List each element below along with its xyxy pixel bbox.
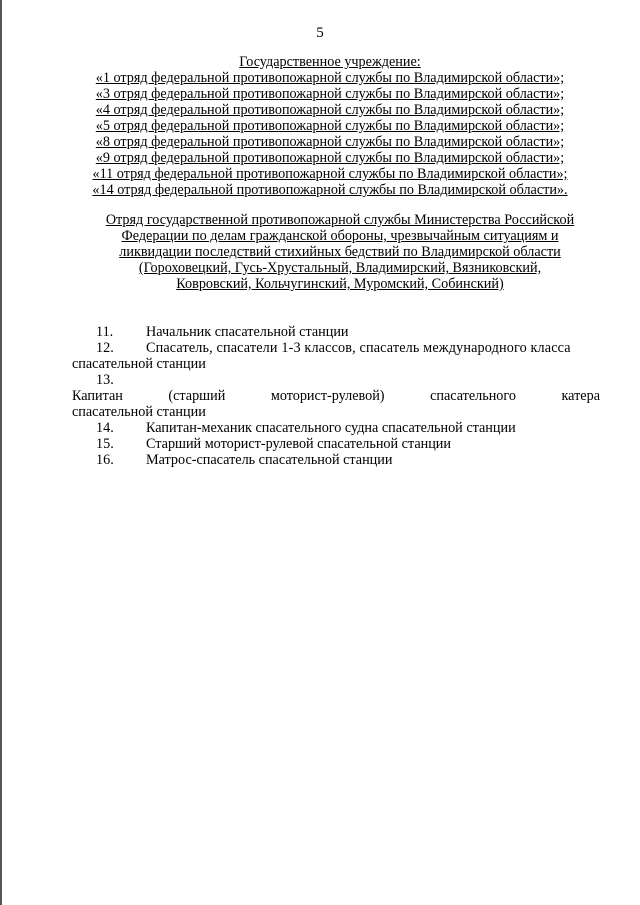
institution-heading: Государственное учреждение: xyxy=(239,54,421,70)
item-text: Спасатель, спасатели 1-3 классов, спасатель международного класса xyxy=(146,340,571,356)
institution-line: «8 отряд федеральной противопожарной службы по Владимирской области»; xyxy=(95,134,565,150)
institution-line: «3 отряд федеральной противопожарной службы по Владимирской области»; xyxy=(95,86,565,102)
item-continuation: спасательной станции xyxy=(72,404,206,420)
item-number: 15. xyxy=(96,436,114,452)
item-continuation: спасательной станции xyxy=(72,356,206,372)
item-word: Капитан xyxy=(72,388,123,404)
detachment-line: Ковровский, Кольчугинский, Муромский, Собинский) xyxy=(176,276,504,292)
page-number: 5 xyxy=(316,25,324,41)
institution-line: «9 отряд федеральной противопожарной службы по Владимирской области»; xyxy=(95,150,565,166)
list-item xyxy=(72,324,600,340)
item-word: моторист-рулевой) xyxy=(270,388,385,404)
item-number: 13. xyxy=(96,372,114,388)
item-number: 16. xyxy=(96,452,114,468)
scan-edge xyxy=(0,0,2,905)
item-text: Начальник спасательной станции xyxy=(146,324,349,340)
detachment-line: ликвидации последствий стихийных бедствий по Владимирской области xyxy=(119,244,561,260)
institution-line: «4 отряд федеральной противопожарной службы по Владимирской области»; xyxy=(95,102,565,118)
positions-list xyxy=(72,324,600,468)
item-number: 14. xyxy=(96,420,114,436)
institution-line: «1 отряд федеральной противопожарной службы по Владимирской области»; xyxy=(95,70,565,86)
item-number: 11. xyxy=(96,324,114,340)
item-text-justified xyxy=(72,388,600,404)
item-number: 12. xyxy=(96,340,114,356)
detachment-block xyxy=(80,212,600,292)
list-item xyxy=(72,340,600,372)
list-item xyxy=(72,436,600,452)
detachment-line: Отряд государственной противопожарной службы Министерства Российской xyxy=(105,212,575,228)
list-item xyxy=(72,372,600,420)
institution-line: «14 отряд федеральной противопожарной службы по Владимирской области». xyxy=(92,182,568,198)
detachment-line: Федерации по делам гражданской обороны, чрезвычайным ситуациям и xyxy=(121,228,559,244)
institution-line: «5 отряд федеральной противопожарной службы по Владимирской области»; xyxy=(95,118,565,134)
item-text: Старший моторист-рулевой спасательной станции xyxy=(146,436,451,452)
item-word: катера xyxy=(561,388,600,404)
detachment-line: (Гороховецкий, Гусь-Хрустальный, Владимирский, Вязниковский, xyxy=(138,260,542,276)
item-word: спасательного xyxy=(430,388,516,404)
list-item xyxy=(72,420,600,436)
list-item xyxy=(72,452,600,468)
item-text: Капитан-механик спасательного судна спасательной станции xyxy=(146,420,516,436)
item-word: (старший xyxy=(168,388,226,404)
item-text: Матрос-спасатель спасательной станции xyxy=(146,452,393,468)
institution-line: «11 отряд федеральной противопожарной службы по Владимирской области»; xyxy=(92,166,568,182)
institution-block xyxy=(60,54,600,198)
